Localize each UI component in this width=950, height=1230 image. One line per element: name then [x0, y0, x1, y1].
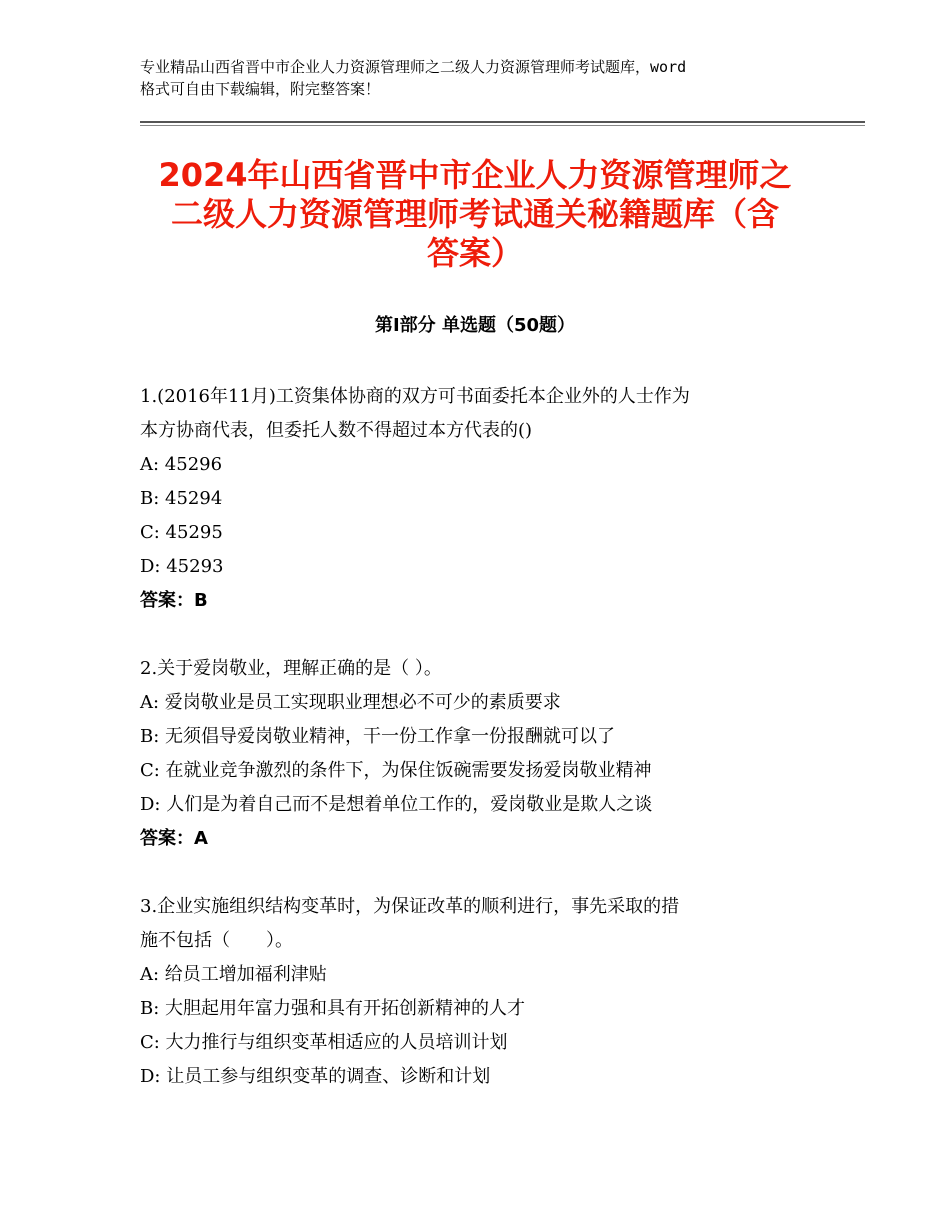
option-b: B: 无须倡导爱岗敬业精神，干一份工作拿一份报酬就可以了 [140, 726, 616, 747]
option-b: B: 大胆起用年富力强和具有开拓创新精神的人才 [140, 998, 526, 1019]
document-title-line-2: 二级人力资源管理师考试通关秘籍题库（含 [170, 195, 779, 233]
question-stem-line: 3.企业实施组织结构变革时，为保证改革的顺利进行，事先采取的措 [140, 896, 680, 917]
question-spacer [140, 618, 830, 652]
answer-label: 答案：A [140, 828, 208, 849]
option-d: D: 人们是为着自己而不是想着单位工作的，爱岗敬业是欺人之谈 [140, 794, 653, 815]
option-b: B: 45294 [140, 488, 223, 509]
option-a: A: 给员工增加福利津贴 [140, 964, 327, 985]
header-note-line-2: 格式可自由下载编辑，附完整答案！ [140, 80, 381, 98]
header-divider-thick [140, 121, 865, 123]
option-c: C: 45295 [140, 522, 223, 543]
question-stem-line: 1.(2016年11月)工资集体协商的双方可书面委托本企业外的人士作为 [140, 386, 690, 407]
option-a: A: 45296 [140, 454, 223, 475]
answer-label: 答案：B [140, 590, 208, 611]
option-d: D: 让员工参与组织变革的调查、诊断和计划 [140, 1066, 491, 1087]
header-note [140, 56, 820, 100]
option-c: C: 大力推行与组织变革相适应的人员培训计划 [140, 1032, 508, 1053]
question-stem-line: 2.关于爱岗敬业，理解正确的是（ ）。 [140, 658, 442, 679]
question-3 [140, 890, 830, 1094]
document-title-line-3: 答案） [426, 234, 523, 272]
question-spacer [140, 856, 830, 890]
document-title [140, 156, 810, 273]
option-a: A: 爱岗敬业是员工实现职业理想必不可少的素质要求 [140, 692, 561, 713]
question-2 [140, 652, 830, 856]
document-title-line-1: 2024年山西省晋中市企业人力资源管理师之 [158, 156, 792, 194]
question-1 [140, 380, 830, 618]
question-stem-line: 施不包括（ ）。 [140, 930, 293, 951]
section-title: 第Ⅰ部分 单选题（50题） [374, 315, 575, 336]
question-list [140, 380, 830, 1094]
option-c: C: 在就业竞争激烈的条件下，为保住饭碗需要发扬爱岗敬业精神 [140, 760, 652, 781]
header-note-line-1: 专业精品山西省晋中市企业人力资源管理师之二级人力资源管理师考试题库，word [140, 58, 687, 76]
option-d: D: 45293 [140, 556, 224, 577]
header-divider-thin [140, 125, 865, 126]
question-stem-line: 本方协商代表，但委托人数不得超过本方代表的() [140, 420, 533, 441]
